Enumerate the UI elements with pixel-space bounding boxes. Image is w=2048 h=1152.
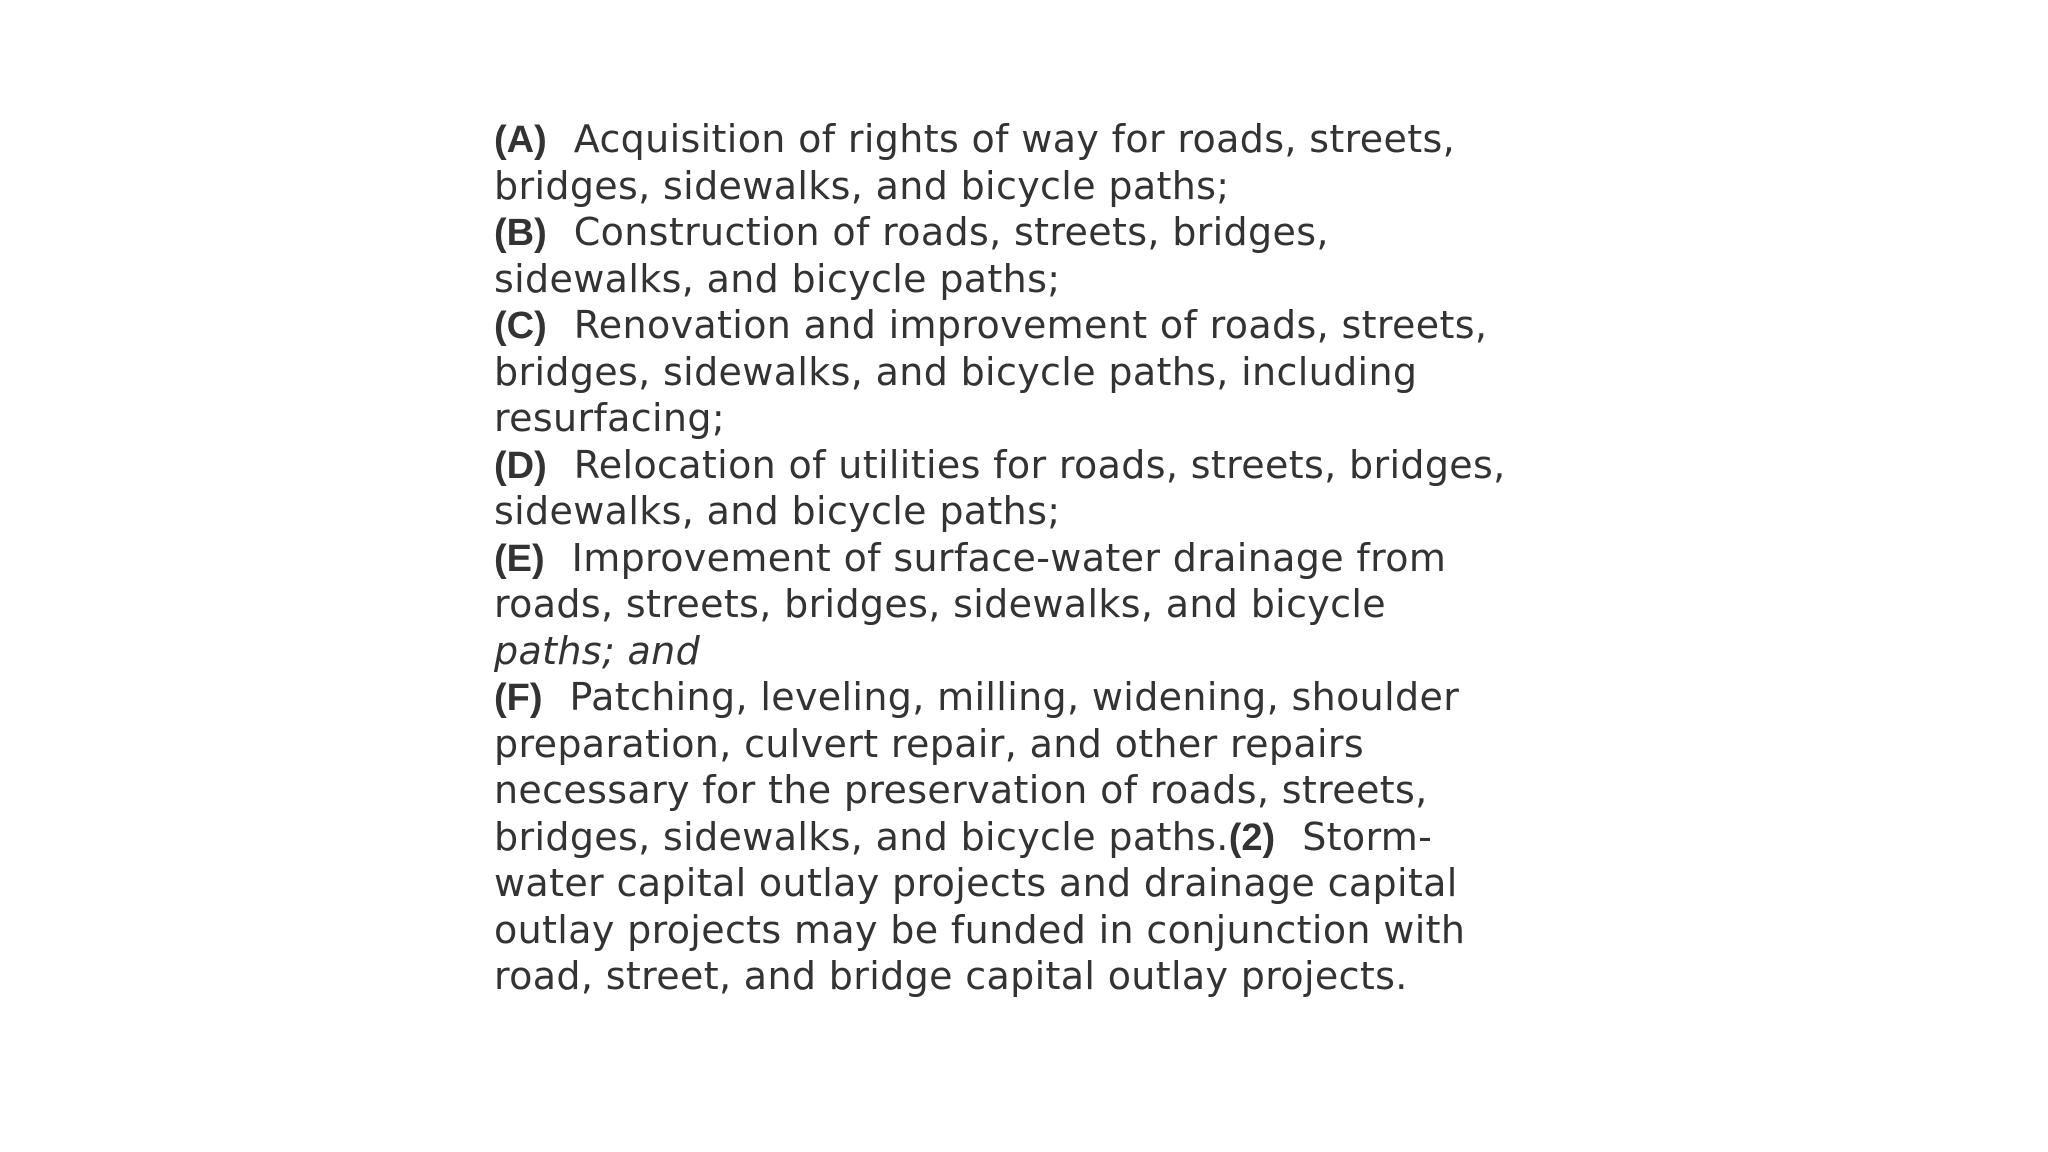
- item-b-text-1: Construction of roads, streets, bridges,: [573, 210, 1329, 254]
- item-a-marker: (A): [494, 119, 547, 161]
- item-d-text-1: Relocation of utilities for roads, streets, bridges,: [573, 442, 1506, 487]
- item-f-line-3: [494, 767, 1624, 814]
- item-c-text-2: bridges, sidewalks, and bicycle paths, including: [494, 349, 1418, 394]
- item-d-marker: (D): [494, 444, 547, 487]
- section-2-line-3: [494, 907, 1624, 954]
- item-e-marker: (E): [494, 537, 545, 580]
- item-f-text-4: bridges, sidewalks, and bicycle paths.: [494, 814, 1229, 859]
- item-d-line-1: [494, 442, 1624, 489]
- item-a-text-2: bridges, sidewalks, and bicycle paths;: [494, 163, 1230, 208]
- item-f-line-1: [494, 674, 1624, 721]
- item-e-line-1: [494, 535, 1624, 582]
- section-2-marker: (2): [1228, 816, 1276, 859]
- item-f-text-2: preparation, culvert repair, and other repairs: [494, 721, 1365, 766]
- item-f-text-1: Patching, leveling, milling, widening, shoulder: [569, 675, 1460, 719]
- item-a-line-2: [494, 163, 1624, 210]
- item-a-text-1: Acquisition of rights of way for roads, streets,: [573, 117, 1456, 161]
- item-f-text-3: necessary for the preservation of roads, streets,: [494, 768, 1428, 812]
- item-f-line-4: [494, 814, 1624, 861]
- item-c-line-1: [494, 302, 1624, 349]
- item-e-text-1: Improvement of surface-water drainage from: [571, 535, 1447, 580]
- item-c-line-2: [494, 349, 1624, 396]
- item-b-line-1: [494, 209, 1624, 256]
- item-c-text-3: resurfacing;: [494, 396, 725, 440]
- item-f-marker: (F): [494, 677, 543, 719]
- item-f-line-2: [494, 721, 1624, 768]
- section-2-text-2: water capital outlay projects and drainage capital: [494, 861, 1458, 905]
- item-d-line-2: [494, 488, 1624, 535]
- item-b-marker: (B): [494, 212, 547, 254]
- item-e-text-3: paths; and: [494, 628, 701, 673]
- statute-text: [494, 116, 1624, 1000]
- item-c-text-1: Renovation and improvement of roads, streets,: [573, 303, 1488, 347]
- section-2-text-start: Storm-: [1302, 814, 1433, 859]
- section-2-line-4: [494, 953, 1624, 1000]
- item-e-line-3: [494, 628, 1624, 675]
- item-d-text-2: sidewalks, and bicycle paths;: [494, 489, 1061, 533]
- item-c-marker: (C): [494, 305, 547, 347]
- item-c-line-3: [494, 395, 1624, 442]
- item-a-line-1: [494, 116, 1624, 163]
- section-2-text-3: outlay projects may be funded in conjunction with: [494, 907, 1466, 952]
- section-2-line-2: [494, 860, 1624, 907]
- item-e-line-2: [494, 581, 1624, 628]
- section-2-text-4: road, street, and bridge capital outlay projects.: [494, 954, 1408, 998]
- item-b-line-2: [494, 256, 1624, 303]
- item-e-text-2: roads, streets, bridges, sidewalks, and bicycle: [494, 582, 1387, 626]
- item-b-text-2: sidewalks, and bicycle paths;: [494, 256, 1061, 301]
